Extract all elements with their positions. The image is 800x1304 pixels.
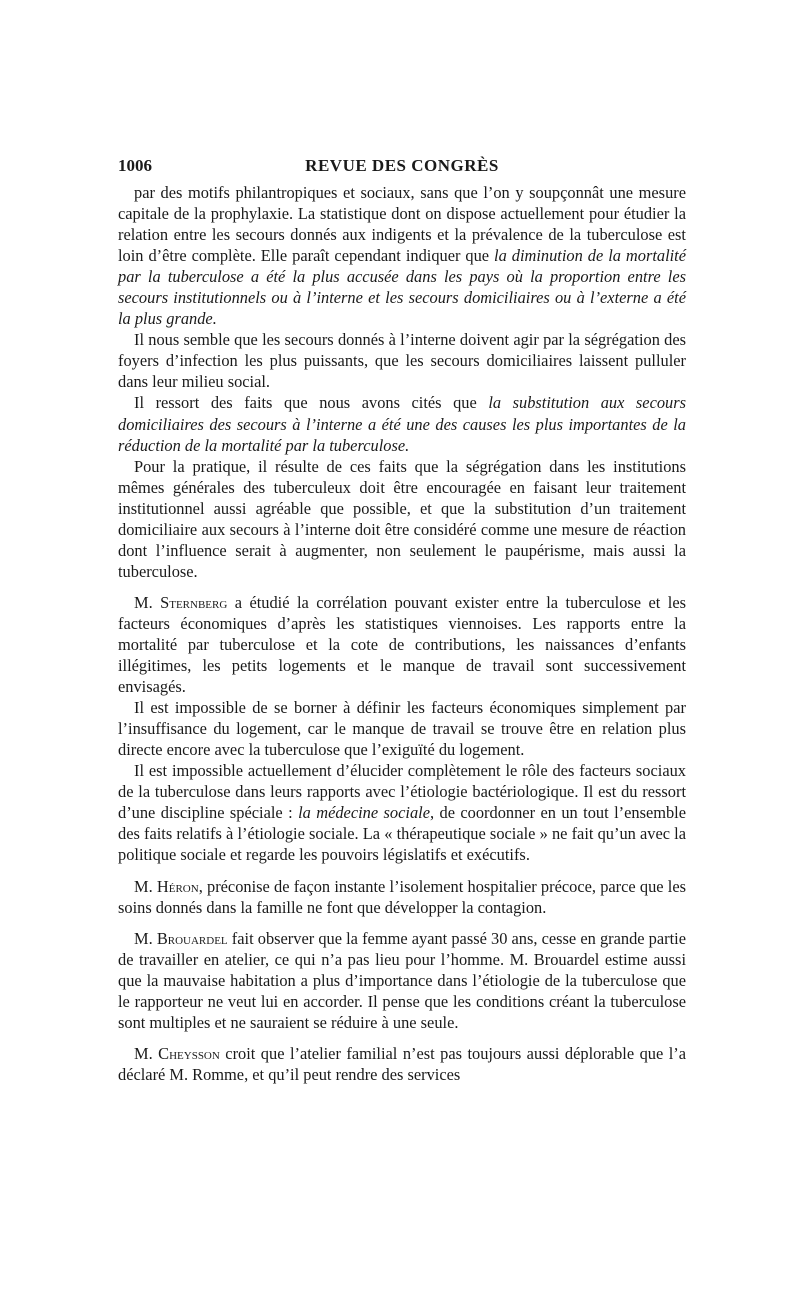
- text-run: Il nous semble que les secours donnés à l’interne doivent agir par la ségrégation des foyers d’infection les plus puissants, que les secours domiciliaires laissent pulluler dans leur milieu social.: [118, 330, 686, 392]
- paragraph: [118, 592, 686, 697]
- text-run: a étudié la corrélation pouvant exister entre la tuberculose et les facteurs économiques d’après les statistiques viennoises. Les rapports entre la mortalité par tuberculose et la cote de contributions, les naissances d’enfants illégitimes, les petits logements et le manque de travail sont successivement envisagés.: [118, 592, 686, 697]
- paragraph: [118, 876, 686, 918]
- text-run: Il est impossible actuellement d’élucider complètement le rôle des facteurs sociaux de la tuberculose dans leurs rapports avec l’étiologie bactériologique. Il est du ressort d’une discipline spéciale :: [118, 761, 686, 823]
- author-name: Sternberg: [160, 592, 228, 612]
- text-run: fait observer que la femme ayant passé 30 ans, cesse en grande partie de travailler en atelier, ce qui n’a pas lieu pour l’homme. M. Brouardel estime aussi que la mauvaise habitation a plus d’importance dans l’étiologie de la tuberculose que le rapporteur ne veut lui en accorder. Il pense que les conditions créant la tuberculose sont multiples et ne sauraient se réduire à une seule.: [118, 928, 686, 1032]
- text-run: Il est impossible de se borner à définir les facteurs économiques simplement par l’insuffisance du logement, car le manque de travail se trouve être en relation plus directe encore avec la tuberculose que l’exiguïté du logement.: [118, 698, 686, 760]
- body-text: [118, 182, 686, 1085]
- page-number: 1006: [118, 156, 152, 175]
- text-run: croit que l’atelier familial n’est pas toujours aussi déplorable que l’a déclaré M. Romme, et qu’il peut rendre des services: [118, 1043, 686, 1084]
- text-run: par des motifs philantropiques et sociaux, sans que l’on y soupçonnât une mesure capitale de la prophylaxie. La statistique dont on dispose actuellement pour étudier la relation entre les secours donnés aux indigents et la prévalence de la tuberculose est loin d’être complète. Elle paraît cependant indiquer que: [118, 183, 686, 266]
- paragraph: [118, 928, 686, 1033]
- author-name: Héron: [156, 876, 199, 896]
- paragraph: [118, 697, 686, 760]
- italic-emphasis: la substitution aux secours domiciliaires des secours à l’interne a été une des causes les plus importantes de la réduction de la mortalité par la tuberculose.: [118, 393, 686, 455]
- text-run: M.: [134, 928, 157, 948]
- paragraph: [118, 329, 686, 392]
- text-run: M.: [134, 876, 157, 896]
- author-name: Brouardel: [156, 928, 228, 948]
- italic-emphasis: la médecine sociale: [298, 803, 430, 823]
- page-header: [118, 156, 686, 180]
- text-run: M.: [134, 1043, 159, 1063]
- paragraph: [118, 456, 686, 582]
- paragraph: [118, 760, 686, 865]
- text-run: , préconise de façon instante l’isolement hospitalier précoce, parce que les soins donnés dans la famille ne font que développer la contagion.: [118, 876, 686, 917]
- text-run: M.: [134, 592, 161, 612]
- paragraph: [118, 392, 686, 455]
- author-name: Cheysson: [158, 1043, 220, 1063]
- text-run: Il ressort des faits que nous avons cités que: [134, 393, 489, 413]
- italic-emphasis: la diminution de la mortalité par la tuberculose a été la plus accusée dans les pays où la proportion entre les secours institutionnels ou à l’interne et les secours domiciliaires ou à l’externe a été la plus grande.: [118, 246, 687, 329]
- paragraph: [118, 1043, 686, 1085]
- running-title: REVUE DES CONGRÈS: [305, 156, 499, 175]
- paragraph: [118, 182, 686, 329]
- text-run: , de coordonner en un tout l’ensemble des faits relatifs à l’étiologie sociale. La « thérapeutique sociale » ne fait qu’un avec la politique sociale et regarde les pouvoirs législatifs et exécutifs.: [118, 803, 686, 865]
- text-run: Pour la pratique, il résulte de ces faits que la ségrégation dans les institutions mêmes générales des tuberculeux doit être encouragée en faisant leur traitement institutionnel aussi agréable que possible, et que la substitution d’un traitement domiciliaire aux secours à l’interne doit être considéré comme une mesure de réaction dont l’influence serait à augmenter, non seulement le paupérisme, mais aussi la tuberculose.: [118, 456, 686, 581]
